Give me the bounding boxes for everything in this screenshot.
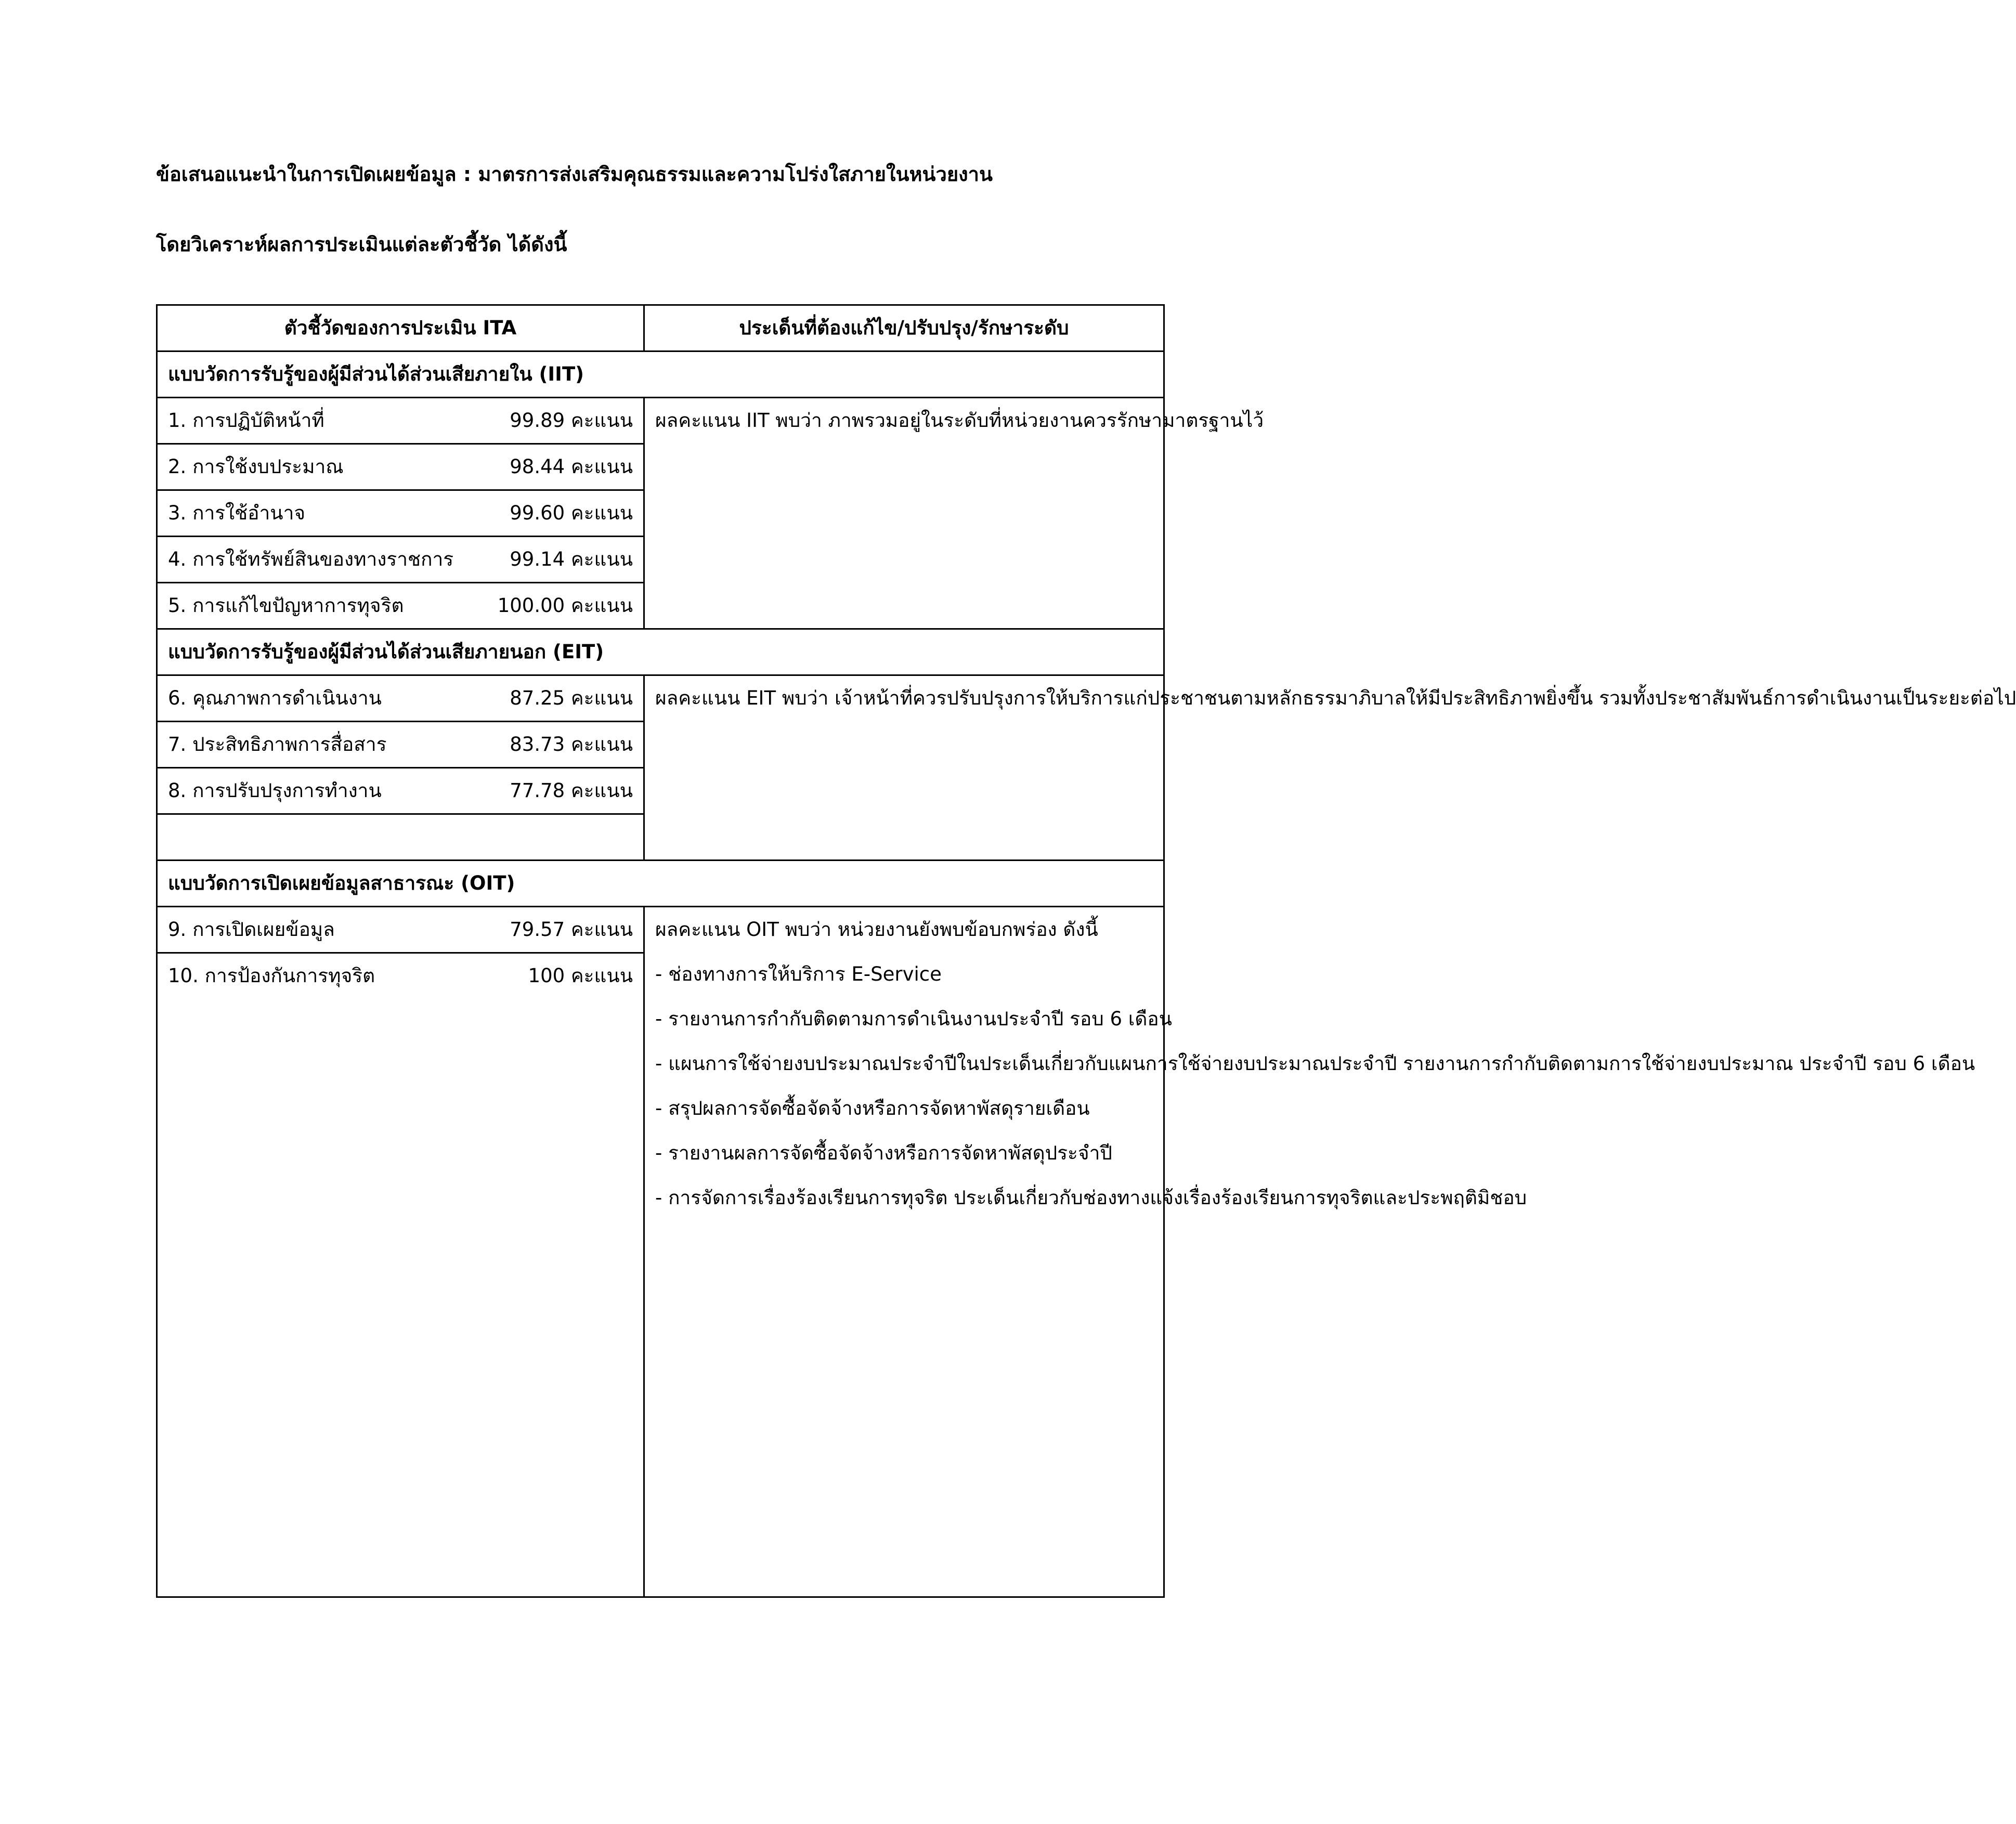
- indicator-name: 10. การป้องกันการทุจริต: [168, 965, 375, 987]
- remark-oit-point: - ช่องทางการให้บริการ E-Service: [655, 963, 942, 985]
- indicator-name: 1. การปฏิบัติหน้าที่: [168, 409, 324, 432]
- remark-oit-point: - สรุปผลการจัดซื้อจัดจ้างหรือการจัดหาพัสดุรายเดือน: [655, 1097, 1090, 1119]
- indicator-cell: [157, 907, 644, 953]
- col1-header: ตัวชี้วัดของการประเมิน ITA: [157, 305, 644, 351]
- remark-eit: ผลคะแนน EIT พบว่า เจ้าหน้าที่ควรปรับปรุงการให้บริการแก่ประชาชนตามหลักธรรมาภิบาลให้มีประสิทธิภาพยิ่งขึ้น รวมทั้งประชาสัมพันธ์การดำเนินงานเป็นระยะต่อไป: [644, 675, 1164, 861]
- indicator-cell: [157, 722, 644, 768]
- indicator-score: 77.78 คะแนน: [510, 779, 633, 802]
- indicator-score: 99.14 คะแนน: [510, 548, 633, 570]
- indicator-score: 99.89 คะแนน: [510, 409, 633, 432]
- indicator-cell: [157, 398, 644, 444]
- section-row-oit: [157, 861, 1164, 907]
- remark-oit: [644, 907, 1975, 1597]
- indicator-cell: [157, 675, 644, 722]
- indicator-name: 8. การปรับปรุงการทำงาน: [168, 779, 382, 802]
- indicator-name: 9. การเปิดเผยข้อมูล: [168, 918, 335, 941]
- section-title-eit: แบบวัดการรับรู้ของผู้มีส่วนได้ส่วนเสียภายนอก (EIT): [157, 629, 1164, 675]
- indicator-name: 2. การใช้งบประมาณ: [168, 455, 344, 478]
- blank-cell: [157, 998, 644, 1597]
- section-title-oit: แบบวัดการเปิดเผยข้อมูลสาธารณะ (OIT): [157, 861, 1164, 907]
- remark-oit-point: - การจัดการเรื่องร้องเรียนการทุจริต ประเด็นเกี่ยวกับช่องทางแจ้งเรื่องร้องเรียนการทุจริตและประพฤติมิชอบ: [655, 1187, 1527, 1209]
- indicator-cell: [157, 537, 644, 583]
- indicator-cell: [157, 444, 644, 490]
- section-row-iit: [157, 351, 1164, 398]
- indicator-score: 99.60 คะแนน: [510, 502, 633, 524]
- section-row-eit: [157, 629, 1164, 675]
- indicator-row: [157, 398, 1164, 444]
- table-header-row: [157, 305, 1164, 351]
- indicator-name: 5. การแก้ไขปัญหาการทุจริต: [168, 594, 404, 617]
- remark-oit-point: - แผนการใช้จ่ายงบประมาณประจำปีในประเด็นเกี่ยวกับแผนการใช้จ่ายงบประมาณประจำปี รายงานการกำกับติดตามการใช้จ่ายงบประมาณ ประจำปี รอบ 6 เดือน: [655, 1052, 1975, 1075]
- indicator-cell: [157, 953, 644, 999]
- remark-oit-point: - รายงานการกำกับติดตามการดำเนินงานประจำปี รอบ 6 เดือน: [655, 1008, 1172, 1030]
- indicator-score: 98.44 คะแนน: [510, 455, 633, 478]
- indicator-row: [157, 675, 1164, 722]
- indicator-name: 6. คุณภาพการดำเนินงาน: [168, 687, 382, 709]
- remark-oit-intro: ผลคะแนน OIT พบว่า หน่วยงานยังพบข้อบกพร่อง ดังนี้: [655, 918, 1098, 941]
- section-title-iit: แบบวัดการรับรู้ของผู้มีส่วนได้ส่วนเสียภายใน (IIT): [157, 351, 1164, 398]
- indicator-name: 4. การใช้ทรัพย์สินของทางราชการ: [168, 548, 454, 570]
- document-subtitle: โดยวิเคราะห์ผลการประเมินแต่ละตัวชี้วัด ได้ดังนี้: [156, 233, 567, 256]
- indicator-cell: [157, 583, 644, 629]
- indicator-score: 79.57 คะแนน: [510, 918, 633, 941]
- indicator-score: 87.25 คะแนน: [510, 687, 633, 709]
- indicator-score: 100 คะแนน: [528, 965, 633, 987]
- remark-iit: ผลคะแนน IIT พบว่า ภาพรวมอยู่ในระดับที่หน่วยงานควรรักษามาตรฐานไว้: [644, 398, 1164, 629]
- ita-assessment-table: [156, 304, 2016, 1598]
- blank-cell: [157, 814, 644, 861]
- indicator-cell: [157, 490, 644, 537]
- indicator-name: 7. ประสิทธิภาพการสื่อสาร: [168, 733, 387, 755]
- indicator-cell: [157, 768, 644, 814]
- col2-header: ประเด็นที่ต้องแก้ไข/ปรับปรุง/รักษาระดับ: [644, 305, 1164, 351]
- document-title: ข้อเสนอแนะนำในการเปิดเผยข้อมูล : มาตรการส่งเสริมคุณธรรมและความโปร่งใสภายในหน่วยงาน: [156, 163, 993, 186]
- indicator-row: [157, 907, 1164, 953]
- indicator-score: 100.00 คะแนน: [497, 594, 633, 617]
- indicator-name: 3. การใช้อำนาจ: [168, 502, 306, 524]
- indicator-score: 83.73 คะแนน: [510, 733, 633, 755]
- remark-oit-point: - รายงานผลการจัดซื้อจัดจ้างหรือการจัดหาพัสดุประจำปี: [655, 1142, 1112, 1164]
